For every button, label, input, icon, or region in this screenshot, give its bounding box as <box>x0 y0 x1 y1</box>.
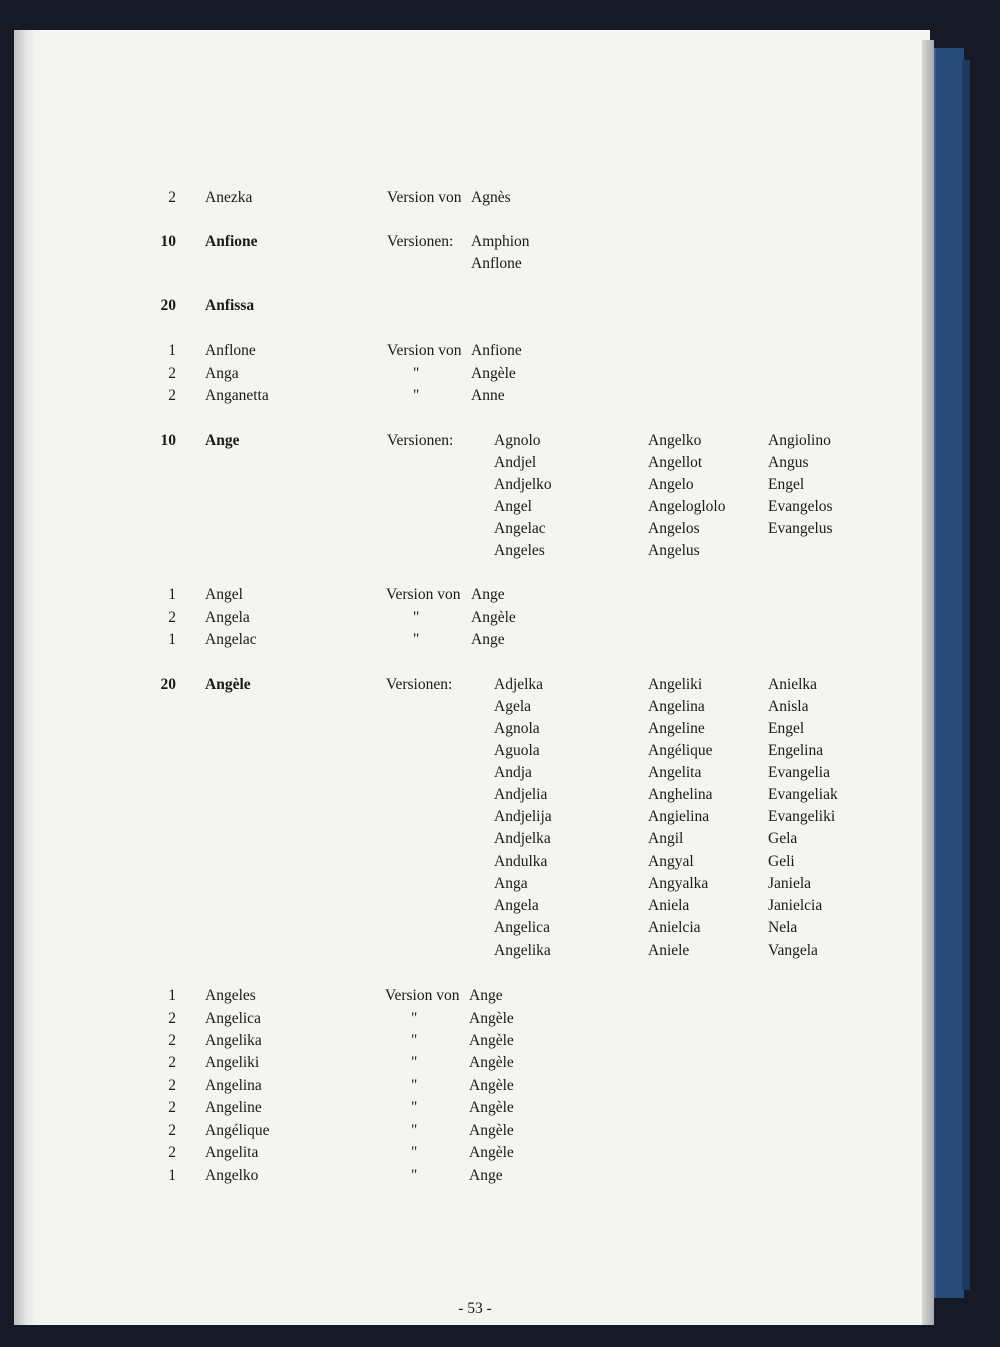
entry-ref: Angèle <box>469 1144 514 1161</box>
entry-ref: Anflone <box>471 255 522 272</box>
version-item: Evangeliak <box>768 786 838 803</box>
version-item: Angiolino <box>768 432 831 449</box>
entry-count: 1 <box>168 342 176 359</box>
version-item: Andjelia <box>494 786 548 803</box>
entry-ref: Ange <box>469 1167 503 1184</box>
version-item: Andjel <box>494 454 537 471</box>
entry-name: Angel <box>205 586 243 603</box>
version-item: Aniela <box>648 897 690 914</box>
entry-count: 10 <box>160 233 176 250</box>
entry-ref: Angèle <box>471 609 516 626</box>
version-item: Anielcia <box>648 919 701 936</box>
ditto-mark: " <box>411 1122 418 1139</box>
version-item: Andjelka <box>494 830 551 847</box>
entry-ref: Agnès <box>471 189 511 206</box>
version-item: Angelika <box>494 942 551 959</box>
version-item: Agnolo <box>494 432 541 449</box>
version-item: Angeloglolo <box>648 498 726 515</box>
entry-name: Angelika <box>205 1032 262 1049</box>
entry-name: Anfissa <box>205 297 255 314</box>
version-item: Evangelos <box>768 498 833 515</box>
version-item: Angyal <box>648 853 694 870</box>
entry-ref: Anne <box>471 387 505 404</box>
entry-count: 2 <box>168 387 176 404</box>
entry-count: 2 <box>168 1099 176 1116</box>
entry-count: 1 <box>168 1167 176 1184</box>
entry-ref: Ange <box>471 631 505 648</box>
entry-name: Anflone <box>205 342 256 359</box>
entry-ref: Angèle <box>469 1099 514 1116</box>
entry-count: 1 <box>168 631 176 648</box>
entry-count: 20 <box>160 297 176 314</box>
version-item: Angelac <box>494 520 546 537</box>
version-item: Angelo <box>648 476 694 493</box>
ditto-mark: " <box>411 1010 418 1027</box>
ditto-mark: " <box>413 387 420 404</box>
entry-name: Ange <box>205 432 240 449</box>
entry-count: 2 <box>168 1032 176 1049</box>
version-item: Angyalka <box>648 875 709 892</box>
entry-label: Version von <box>386 586 461 603</box>
version-item: Engel <box>768 720 805 737</box>
version-item: Anielka <box>768 676 818 693</box>
entry-count: 2 <box>168 1077 176 1094</box>
version-item: Angelos <box>648 520 700 537</box>
book-cover-edge <box>962 60 970 1290</box>
version-item: Andjelija <box>494 808 552 825</box>
version-item: Angélique <box>648 742 713 759</box>
version-item: Andulka <box>494 853 548 870</box>
entry-name: Angèle <box>205 676 251 693</box>
entry-name: Angelac <box>205 631 257 648</box>
version-item: Evangeliki <box>768 808 836 825</box>
version-item: Vangela <box>768 942 818 959</box>
entry-ref: Amphion <box>471 233 530 250</box>
entry-label: Versionen: <box>387 432 454 449</box>
ditto-mark: " <box>411 1099 418 1116</box>
version-item: Agela <box>494 698 532 715</box>
version-item: Andjelko <box>494 476 552 493</box>
ditto-mark: " <box>411 1144 418 1161</box>
version-item: Engel <box>768 476 805 493</box>
entry-name: Angela <box>205 609 250 626</box>
version-item: Anisla <box>768 698 809 715</box>
ditto-mark: " <box>413 631 420 648</box>
entry-count: 2 <box>168 1122 176 1139</box>
entry-ref: Angèle <box>471 365 516 382</box>
entry-name: Angeliki <box>205 1054 260 1071</box>
version-item: Andja <box>494 764 532 781</box>
entry-count: 1 <box>168 987 176 1004</box>
version-item: Angela <box>494 897 539 914</box>
entry-ref: Ange <box>469 987 503 1004</box>
entry-ref: Angèle <box>469 1010 514 1027</box>
entry-name: Anga <box>205 365 239 382</box>
page-gutter <box>14 30 36 1325</box>
entry-label: Versionen: <box>387 233 454 250</box>
version-item: Gela <box>768 830 798 847</box>
version-item: Angeline <box>648 720 705 737</box>
entry-ref: Angèle <box>469 1122 514 1139</box>
entry-count: 2 <box>168 609 176 626</box>
ditto-mark: " <box>411 1167 418 1184</box>
entry-count: 10 <box>160 432 176 449</box>
version-item: Engelina <box>768 742 824 759</box>
version-item: Adjelka <box>494 676 544 693</box>
version-item: Aguola <box>494 742 540 759</box>
entry-ref: Anfione <box>471 342 522 359</box>
version-item: Angel <box>494 498 532 515</box>
version-item: Angus <box>768 454 809 471</box>
entry-label: Version von <box>385 987 460 1004</box>
entry-name: Angeline <box>205 1099 262 1116</box>
version-item: Janiela <box>768 875 812 892</box>
version-item: Agnola <box>494 720 540 737</box>
entry-name: Anganetta <box>205 387 269 404</box>
entry-name: Angelica <box>205 1010 261 1027</box>
version-item: Nela <box>768 919 798 936</box>
entry-name: Angeles <box>205 987 256 1004</box>
version-item: Angelko <box>648 432 702 449</box>
version-item: Angellot <box>648 454 703 471</box>
version-item: Angil <box>648 830 684 847</box>
version-item: Aniele <box>648 942 690 959</box>
entry-ref: Angèle <box>469 1032 514 1049</box>
entry-ref: Angèle <box>469 1077 514 1094</box>
entry-count: 2 <box>168 1054 176 1071</box>
version-item: Angelica <box>494 919 550 936</box>
entry-name: Anezka <box>205 189 253 206</box>
version-item: Evangelia <box>768 764 830 781</box>
version-item: Anghelina <box>648 786 713 803</box>
entry-ref: Ange <box>471 586 505 603</box>
entry-count: 1 <box>168 586 176 603</box>
entry-count: 2 <box>168 365 176 382</box>
page-number: - 53 - <box>458 1300 492 1317</box>
entry-name: Angelko <box>205 1167 259 1184</box>
ditto-mark: " <box>411 1077 418 1094</box>
version-item: Geli <box>768 853 795 870</box>
version-item: Angeliki <box>648 676 703 693</box>
entry-name: Angélique <box>205 1122 270 1139</box>
entry-name: Angelina <box>205 1077 262 1094</box>
ditto-mark: " <box>411 1054 418 1071</box>
entry-ref: Angèle <box>469 1054 514 1071</box>
version-item: Angeles <box>494 542 545 559</box>
ditto-mark: " <box>411 1032 418 1049</box>
entry-count: 20 <box>160 676 176 693</box>
entry-name: Angelita <box>205 1144 259 1161</box>
version-item: Angelita <box>648 764 702 781</box>
version-item: Angielina <box>648 808 710 825</box>
version-item: Anga <box>494 875 528 892</box>
entry-name: Anfione <box>205 233 258 250</box>
page-edge <box>922 40 934 1325</box>
entry-count: 2 <box>168 1144 176 1161</box>
entry-count: 2 <box>168 189 176 206</box>
version-item: Angelus <box>648 542 700 559</box>
ditto-mark: " <box>413 365 420 382</box>
entry-label: Versionen: <box>386 676 453 693</box>
entry-label: Version von <box>387 342 462 359</box>
book-cover <box>934 48 964 1298</box>
entry-label: Version von <box>387 189 462 206</box>
version-item: Janielcia <box>768 897 823 914</box>
entry-count: 2 <box>168 1010 176 1027</box>
version-item: Evangelus <box>768 520 833 537</box>
version-item: Angelina <box>648 698 705 715</box>
ditto-mark: " <box>413 609 420 626</box>
